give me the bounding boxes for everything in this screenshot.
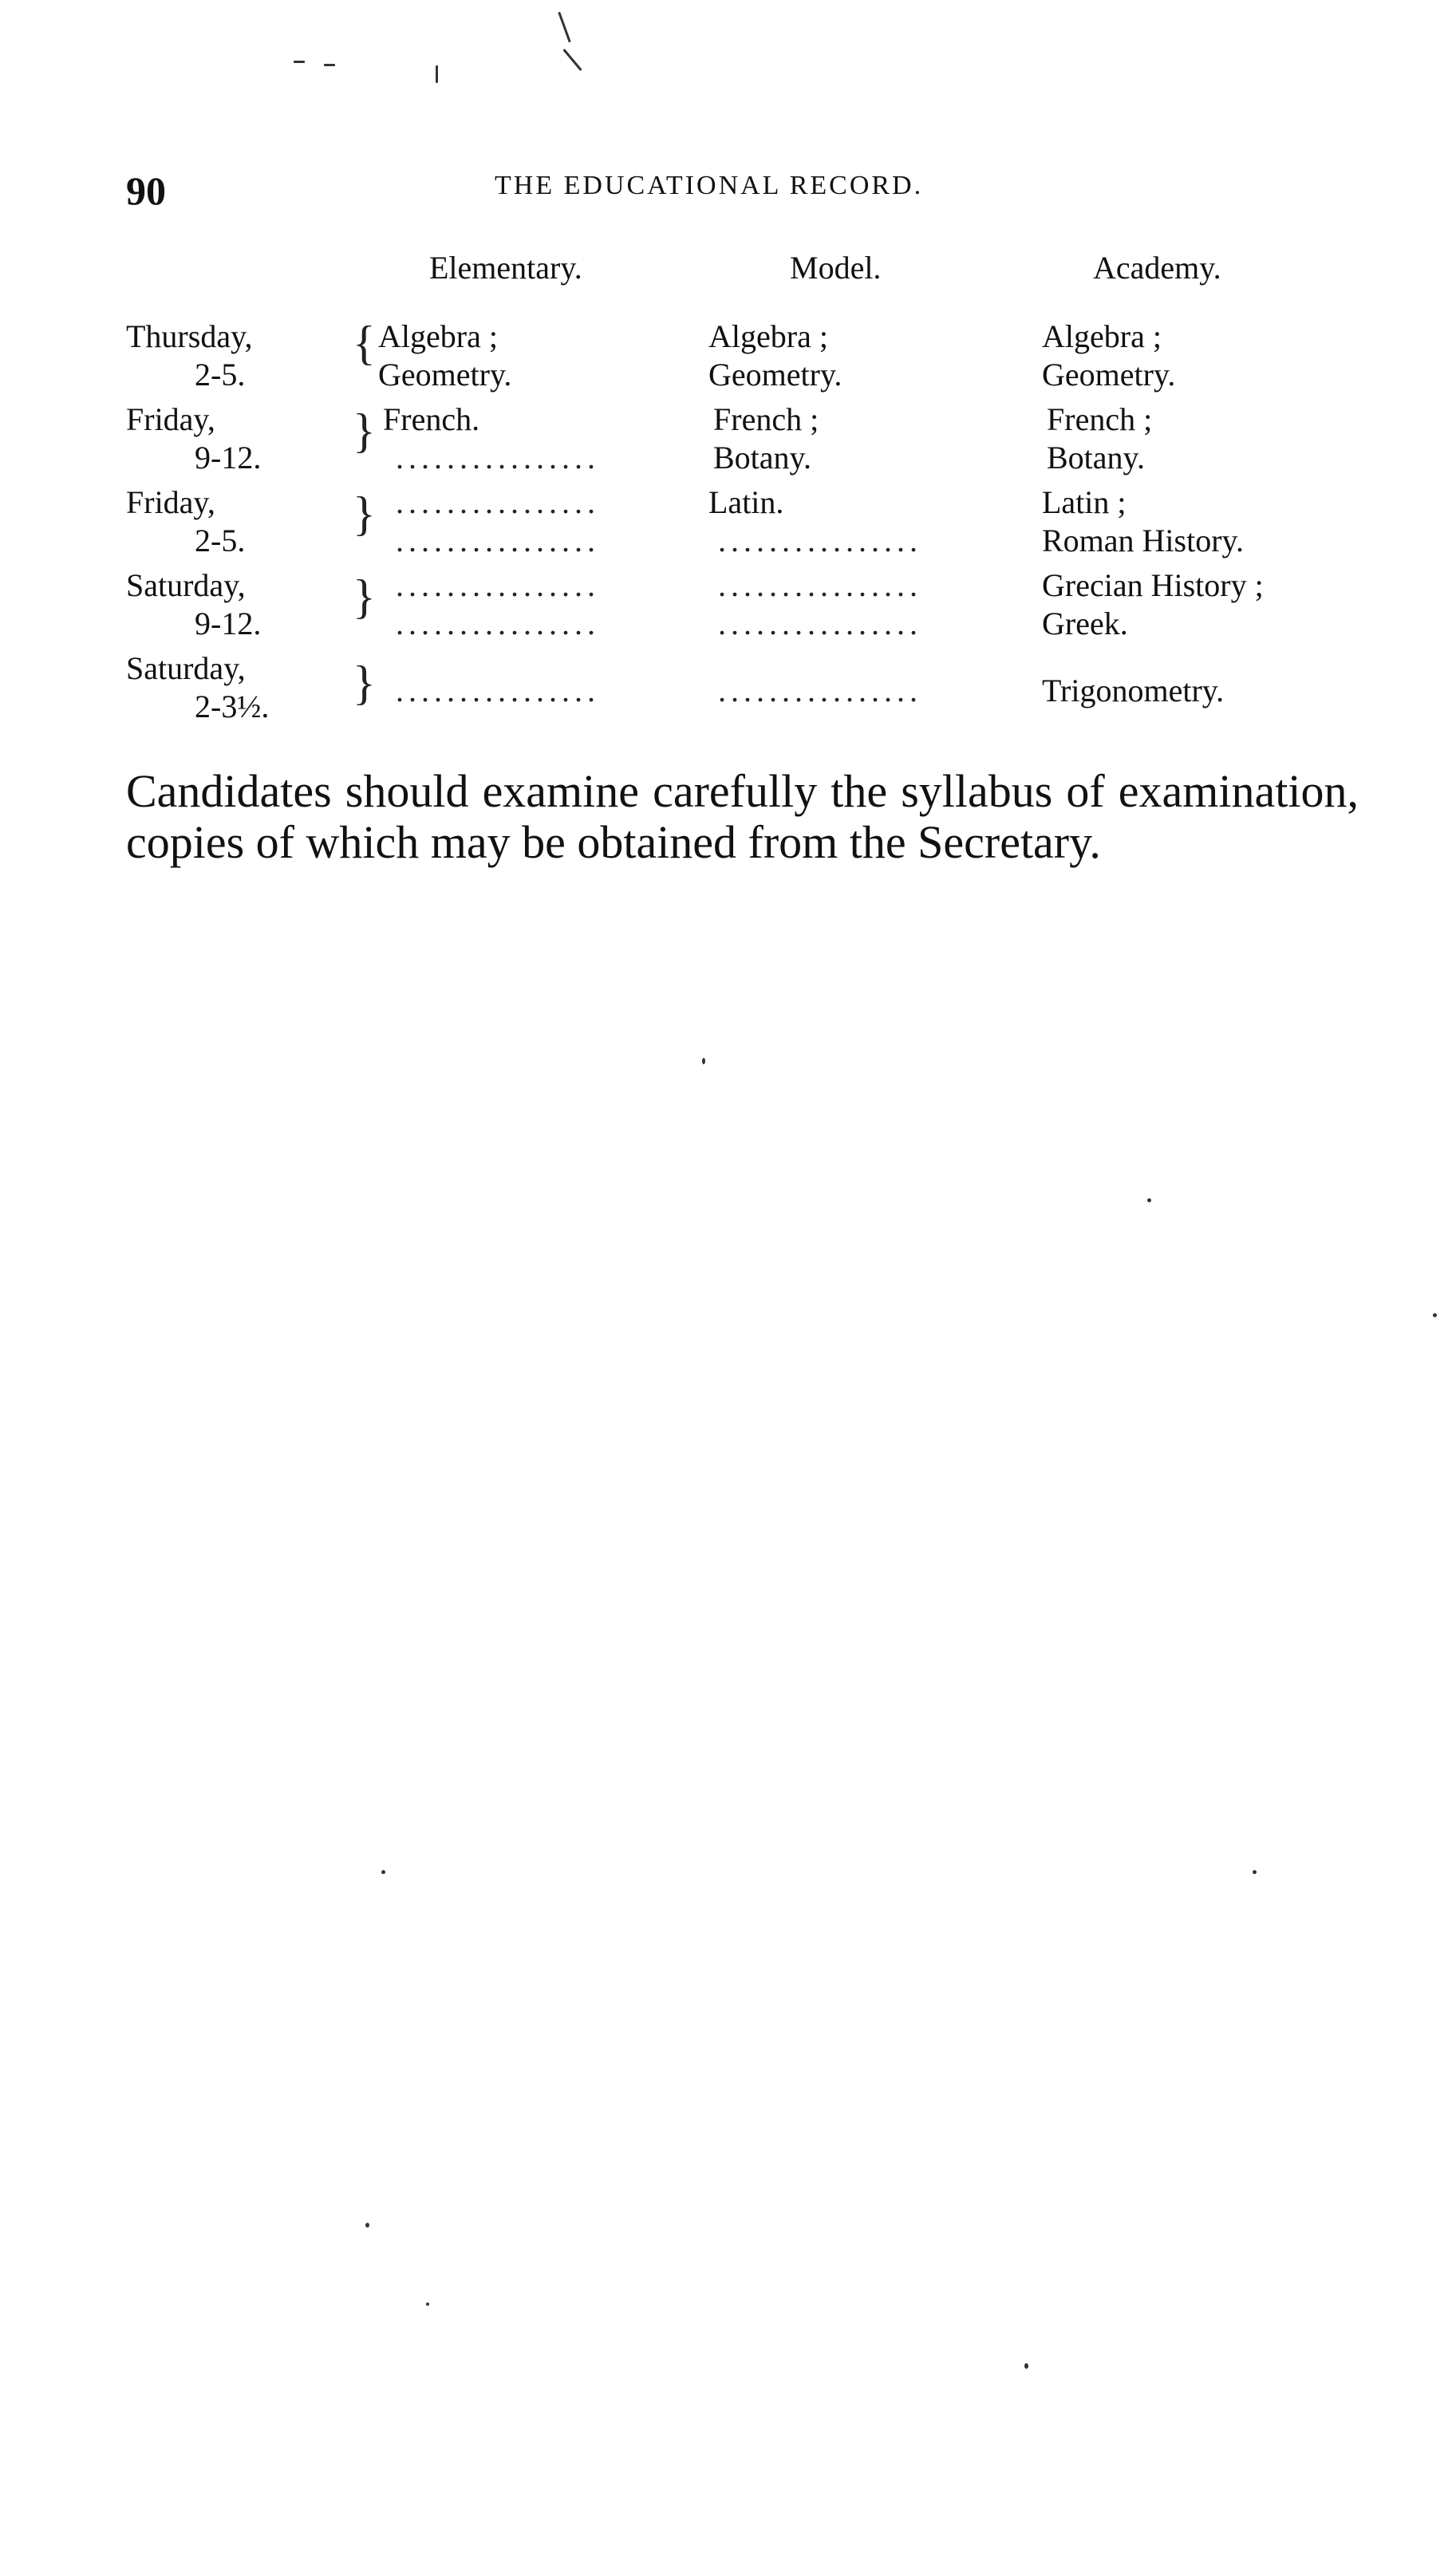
dotted-leader: ................: [718, 567, 922, 603]
model-cell: Algebra ;: [708, 318, 828, 354]
dotted-leader: ................: [396, 484, 600, 520]
model-cell: Geometry.: [708, 357, 842, 393]
row-day: Friday,: [126, 484, 215, 520]
scan-mark: [1147, 1198, 1151, 1202]
running-title: THE EDUCATIONAL RECORD.: [495, 171, 924, 200]
dotted-leader: ................: [718, 606, 922, 641]
scan-mark: [294, 61, 305, 63]
row-time: 2-3½.: [195, 689, 270, 724]
scan-mark: [381, 1870, 385, 1874]
model-cell: French ;: [713, 401, 819, 437]
dotted-leader: ................: [396, 567, 600, 603]
academy-cell: Botany.: [1047, 440, 1145, 476]
row-day: Thursday,: [126, 318, 253, 354]
scan-mark: [436, 65, 438, 83]
row-time: 9-12.: [195, 440, 262, 476]
elementary-cell: French.: [383, 401, 480, 437]
model-cell: Botany.: [713, 440, 811, 476]
academy-cell: Geometry.: [1042, 357, 1176, 393]
academy-cell: Latin ;: [1042, 484, 1127, 520]
body-paragraph: Candidates should examine carefully the syllabus of examination, copies of which may be obtained from the Secretary.: [126, 765, 1359, 868]
model-cell: Latin.: [708, 484, 784, 520]
dotted-leader: ................: [396, 673, 600, 708]
row-day: Saturday,: [126, 567, 246, 603]
scan-mark: [324, 64, 335, 66]
brace-mark: {: [353, 317, 376, 369]
row-time: 2-5.: [195, 523, 246, 558]
scan-mark: [702, 1058, 705, 1064]
dotted-leader: ................: [396, 606, 600, 641]
dotted-leader: ................: [718, 523, 922, 558]
row-time: 9-12.: [195, 606, 262, 641]
row-day: Saturday,: [126, 650, 246, 686]
elementary-cell: Algebra ;: [378, 318, 498, 354]
row-day: Friday,: [126, 401, 215, 437]
academy-cell: Greek.: [1042, 606, 1128, 641]
academy-cell: Algebra ;: [1042, 318, 1162, 354]
academy-cell: Grecian History ;: [1042, 567, 1264, 603]
row-time: 2-5.: [195, 357, 246, 393]
scan-mark: [562, 49, 582, 71]
dotted-leader: ................: [396, 440, 600, 476]
column-heading-model: Model.: [790, 250, 882, 286]
scan-mark: [558, 12, 570, 43]
scan-mark: [1433, 1313, 1437, 1317]
scan-mark: [1253, 1870, 1257, 1874]
dotted-leader: ................: [718, 673, 922, 708]
brace-mark: }: [353, 657, 376, 709]
scan-mark: [1024, 2363, 1028, 2369]
column-heading-elementary: Elementary.: [429, 250, 582, 286]
scan-mark: [426, 2303, 429, 2306]
brace-mark: }: [353, 487, 376, 540]
page-number: 90: [126, 168, 166, 213]
academy-cell: Trigonometry.: [1042, 673, 1225, 708]
dotted-leader: ................: [396, 523, 600, 558]
academy-cell: French ;: [1047, 401, 1153, 437]
brace-mark: }: [353, 570, 376, 623]
scan-mark: [365, 2223, 369, 2228]
elementary-cell: Geometry.: [378, 357, 512, 393]
column-heading-academy: Academy.: [1093, 250, 1221, 286]
brace-mark: }: [353, 404, 376, 457]
academy-cell: Roman History.: [1042, 523, 1244, 558]
